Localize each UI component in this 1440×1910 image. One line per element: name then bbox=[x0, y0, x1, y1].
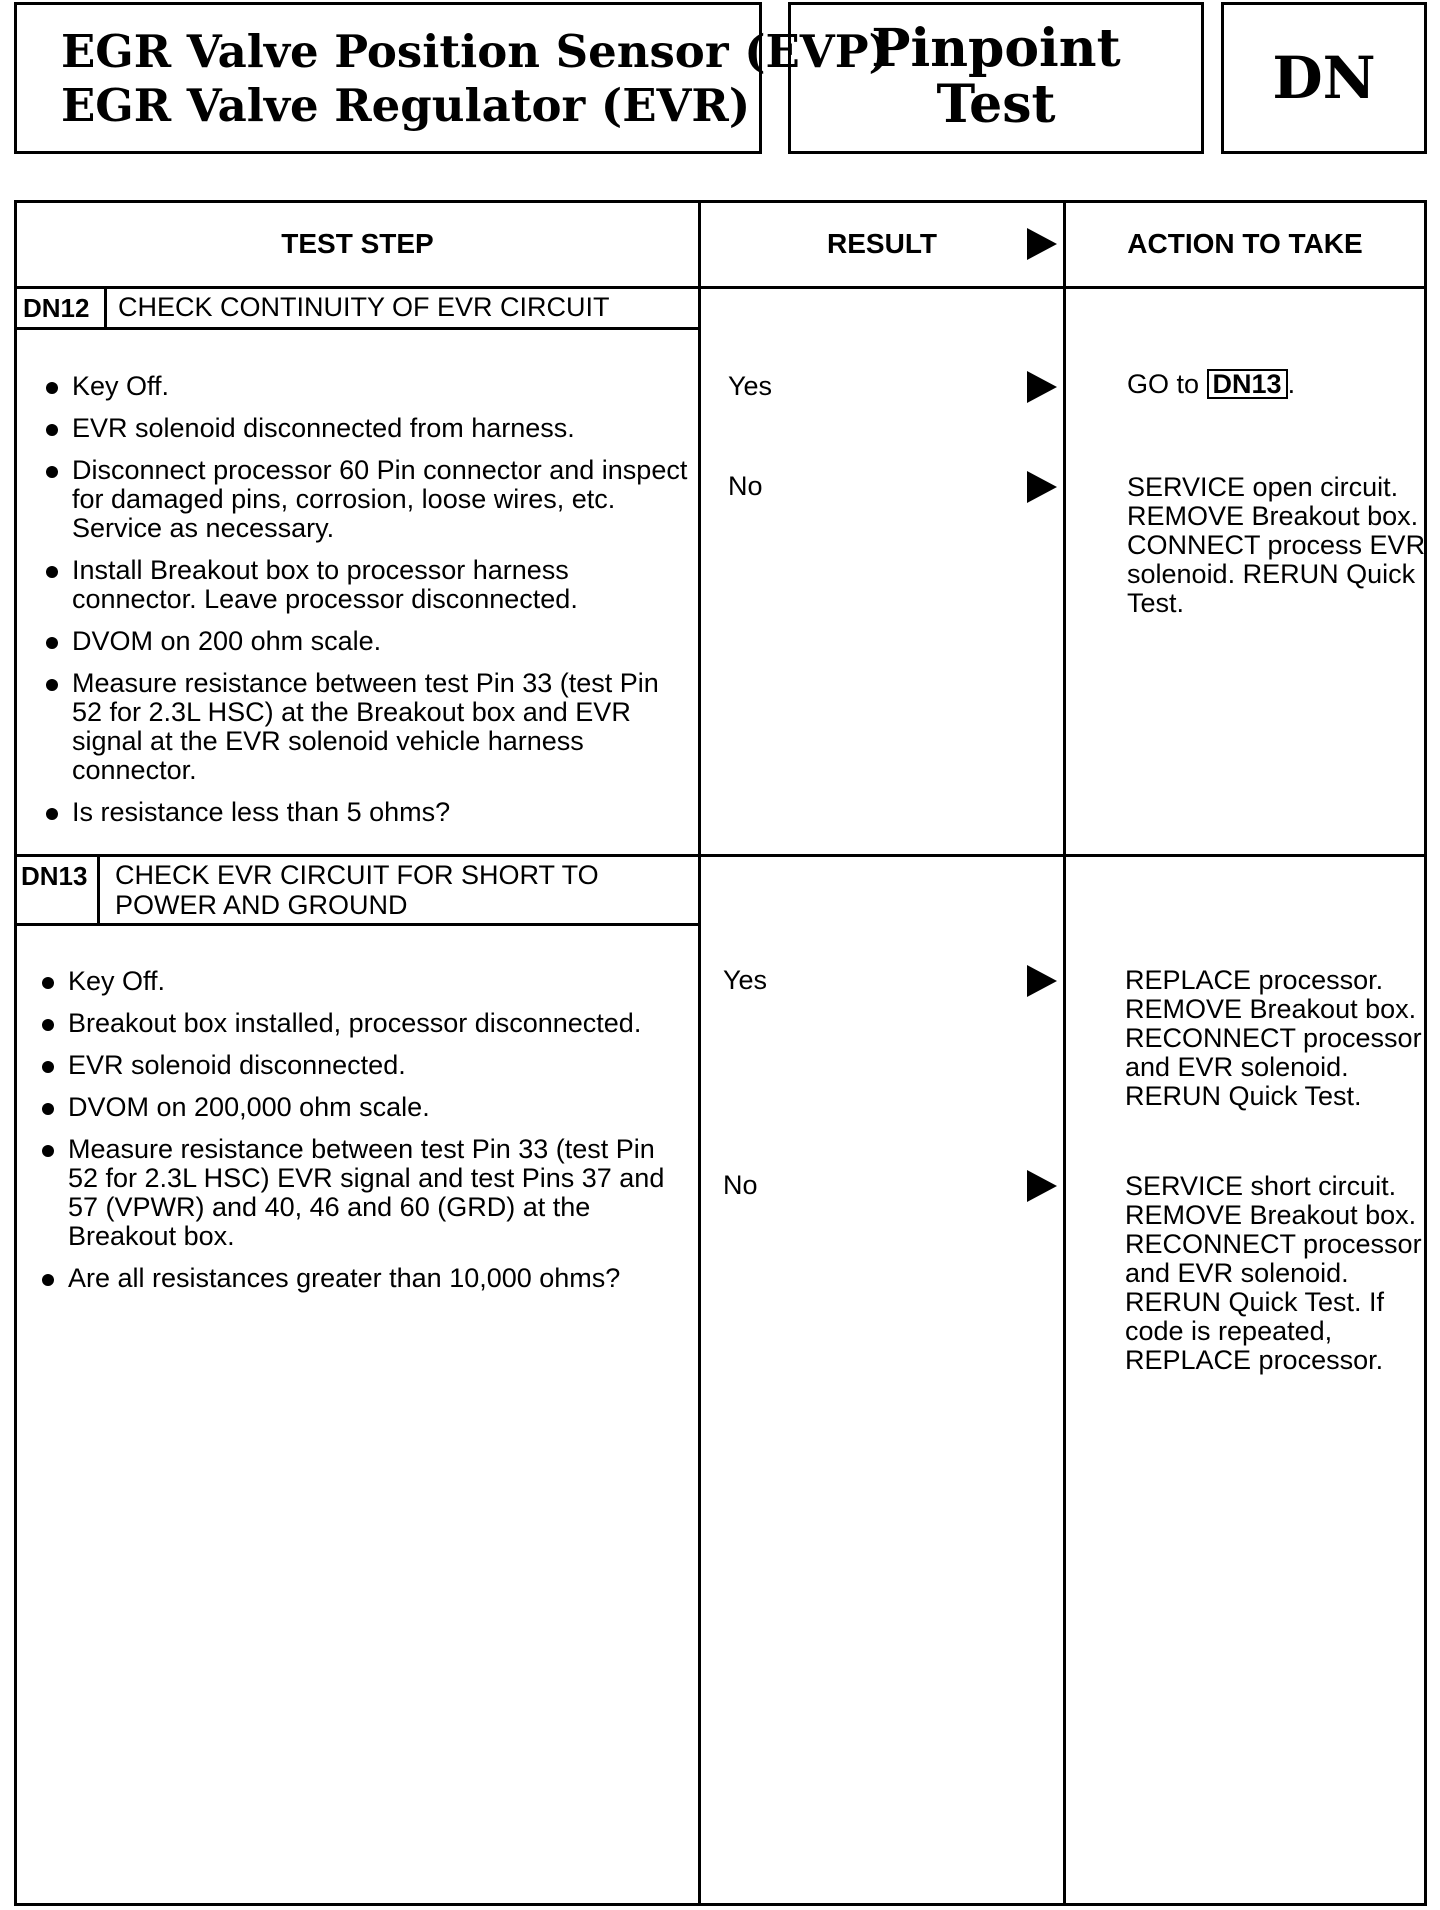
result-arrow-icon bbox=[1027, 1170, 1057, 1202]
step-instructions bbox=[42, 372, 692, 840]
result-no: No bbox=[728, 471, 763, 501]
result-arrow-icon bbox=[1027, 371, 1057, 403]
procedure-title-line2: EGR Valve Regulator (EVR) bbox=[61, 79, 751, 132]
header-divider bbox=[17, 286, 1424, 289]
action-text: SERVICE short circuit. REMOVE Breakout box. RECONNECT processor and EVR solenoid. RERUN Quick Test. If code is repeated, REPLACE processor. bbox=[1125, 1171, 1422, 1375]
column-header-result: RESULT bbox=[827, 228, 937, 259]
step-code: DN13 bbox=[21, 861, 88, 891]
instruction-item: Measure resistance between test Pin 33 (test Pin 52 for 2.3L HSC) at the Breakout box and EVR signal at the EVR solenoid vehicle harness connector. bbox=[42, 669, 692, 785]
section-code-box: DN bbox=[1221, 2, 1427, 154]
step-code-divider bbox=[97, 854, 100, 926]
step-title-divider bbox=[17, 327, 698, 330]
goto-step-reference[interactable]: DN13 bbox=[1207, 369, 1288, 399]
instruction-item: Breakout box installed, processor disconnected. bbox=[38, 1009, 688, 1038]
result-arrow-icon bbox=[1027, 228, 1057, 260]
test-label: Test bbox=[936, 74, 1056, 135]
instruction-item: Key Off. bbox=[42, 372, 692, 401]
goto-suffix: . bbox=[1287, 369, 1296, 399]
result-no: No bbox=[723, 1170, 758, 1200]
action-text: SERVICE open circuit. REMOVE Breakout box. CONNECT process EVR solenoid. RERUN Quick Test. bbox=[1127, 472, 1426, 618]
result-arrow-icon bbox=[1027, 965, 1057, 997]
instruction-item: Are all resistances greater than 10,000 ohms? bbox=[38, 1264, 688, 1293]
instruction-item: DVOM on 200,000 ohm scale. bbox=[38, 1093, 688, 1122]
procedure-title-box bbox=[14, 2, 890, 154]
step-title: CHECK CONTINUITY OF EVR CIRCUIT bbox=[118, 292, 610, 322]
step-instructions bbox=[38, 967, 688, 1306]
goto-label: GO to bbox=[1127, 369, 1200, 399]
action-goto bbox=[1127, 369, 1427, 399]
procedure-title-line1: EGR Valve Position Sensor (EVP) bbox=[61, 25, 890, 78]
column-divider-1 bbox=[698, 203, 701, 1903]
instruction-item: Key Off. bbox=[38, 967, 688, 996]
step-code-divider bbox=[104, 286, 107, 330]
instruction-item: Is resistance less than 5 ohms? bbox=[42, 798, 692, 827]
result-arrow-icon bbox=[1027, 471, 1057, 503]
column-header-action: ACTION TO TAKE bbox=[1127, 228, 1363, 259]
result-yes: Yes bbox=[728, 371, 773, 401]
instruction-item: EVR solenoid disconnected. bbox=[38, 1051, 688, 1080]
pinpoint-test-table bbox=[14, 200, 1427, 1906]
instruction-item: Disconnect processor 60 Pin connector and inspect for damaged pins, corrosion, loose wires, etc. Service as necessary. bbox=[42, 456, 692, 543]
step-divider bbox=[17, 854, 1424, 857]
column-divider-2 bbox=[1063, 203, 1066, 1903]
instruction-item: EVR solenoid disconnected from harness. bbox=[42, 414, 692, 443]
result-yes: Yes bbox=[723, 965, 768, 995]
pinpoint-test-box bbox=[788, 2, 1204, 154]
instruction-item: Measure resistance between test Pin 33 (test Pin 52 for 2.3L HSC) EVR signal and test Pins 37 and 57 (VPWR) and 40, 46 and 60 (GRD) at the Breakout box. bbox=[38, 1135, 688, 1251]
instruction-item: DVOM on 200 ohm scale. bbox=[42, 627, 692, 656]
step-title-divider bbox=[17, 923, 698, 926]
instruction-item: Install Breakout box to processor harness connector. Leave processor disconnected. bbox=[42, 556, 692, 614]
column-header-test-step: TEST STEP bbox=[281, 228, 434, 259]
step-code: DN12 bbox=[23, 293, 90, 323]
action-text: REPLACE processor. REMOVE Breakout box. RECONNECT processor and EVR solenoid. RERUN Quick Test. bbox=[1125, 965, 1422, 1111]
pinpoint-label: Pinpoint bbox=[871, 18, 1121, 79]
step-title: CHECK EVR CIRCUIT FOR SHORT TO POWER AND GROUND bbox=[115, 860, 599, 920]
